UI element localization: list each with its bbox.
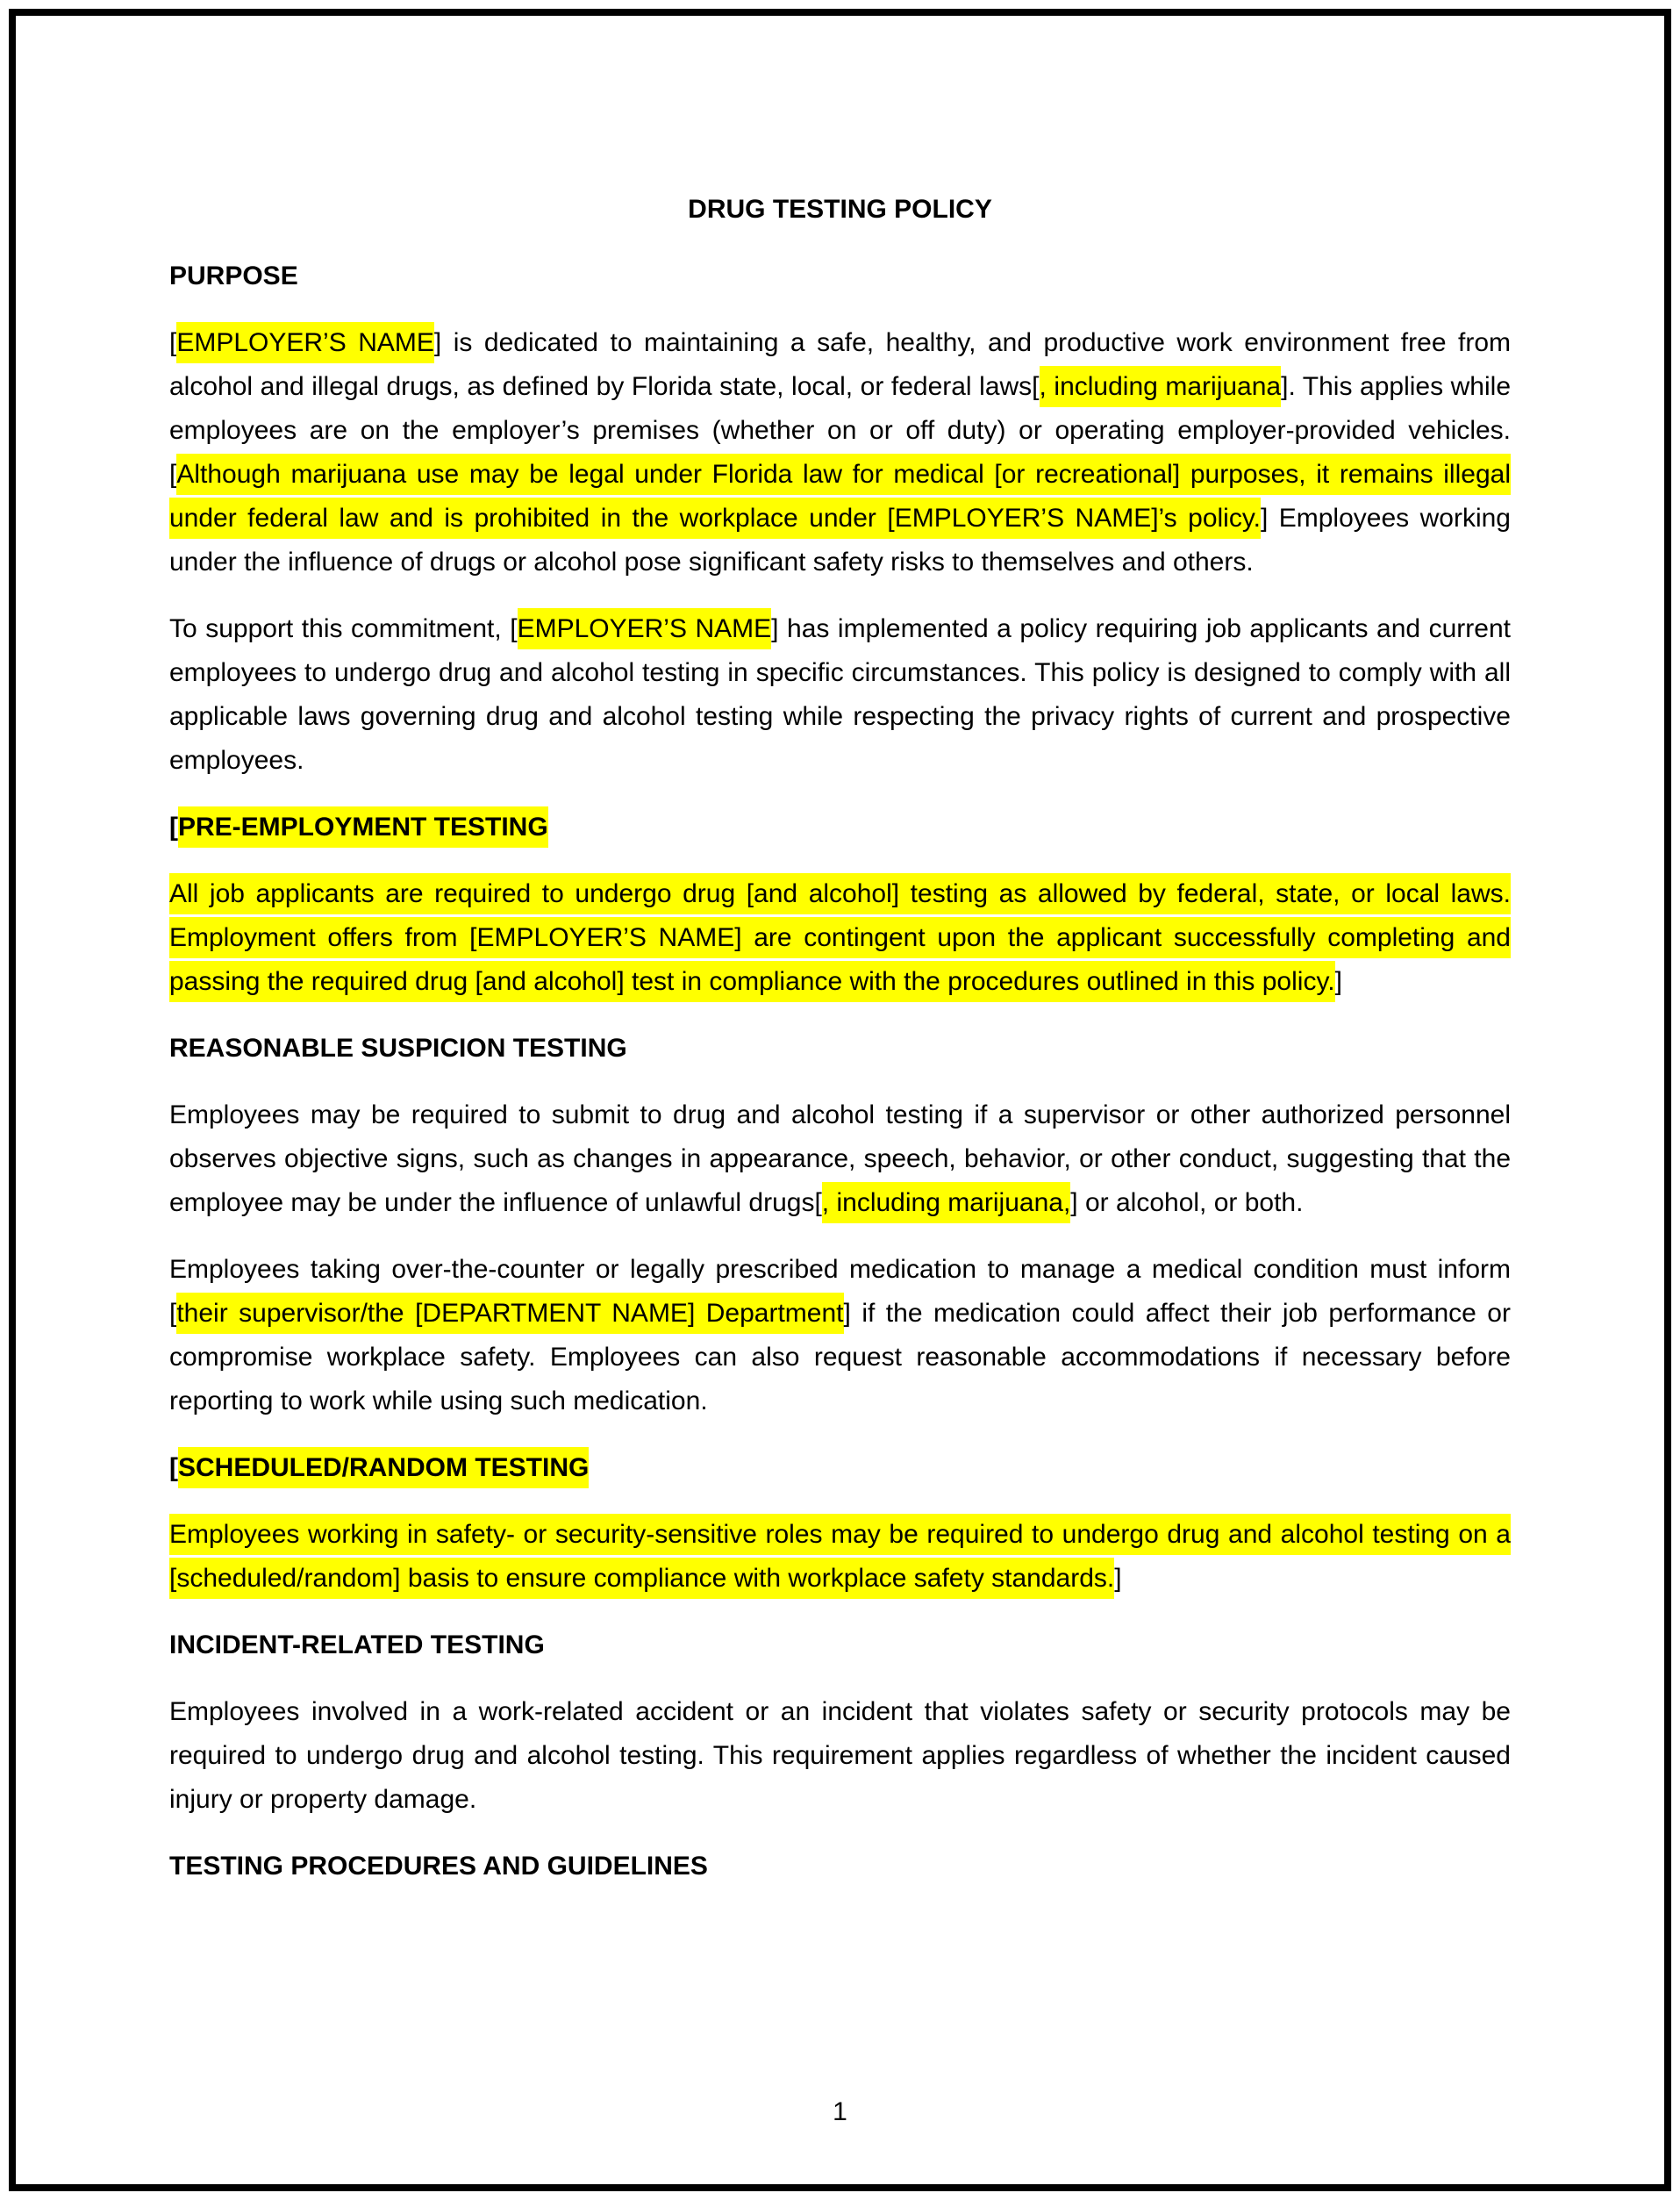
highlighted-text: Although marijuana use may be legal under Florida law for medical [or recreational] purposes, it remains illegal under federal law and is prohibited in the workplace under [EMPLOYER’S NAME]’s policy. <box>169 454 1511 539</box>
paragraph <box>169 1093 1511 1225</box>
highlighted-text: , including marijuana <box>1040 366 1282 407</box>
document-title: DRUG TESTING POLICY <box>688 195 992 224</box>
highlighted-text: EMPLOYER’S NAME <box>176 322 434 363</box>
text-run: ] if the medication could affect their job performance or compromise workplace safety. Employees can also request reasonable accommodations if necessary before reporting to work while using such medication. <box>169 1299 1511 1415</box>
text-run: ] has implemented a policy requiring job applicants and current employees to undergo drug and alcohol testing in specific circumstances. This policy is designed to comply with all applicable laws governing drug and alcohol testing while respecting the privacy rights of current and prospective employees. <box>169 614 1511 775</box>
text-run: PURPOSE <box>169 262 298 290</box>
highlighted-text: SCHEDULED/RANDOM TESTING <box>178 1447 589 1488</box>
section-heading <box>169 1623 1511 1667</box>
highlighted-text: their supervisor/the [DEPARTMENT NAME] Department <box>176 1293 843 1334</box>
text-run: Employees taking over-the-counter or legally prescribed medication to manage a medical condition must inform [ <box>169 1255 1511 1328</box>
text-run: [ <box>169 813 178 842</box>
text-run: INCIDENT-RELATED TESTING <box>169 1630 545 1659</box>
highlighted-text: PRE-EMPLOYMENT TESTING <box>178 806 548 848</box>
text-run: ] or alcohol, or both. <box>1070 1188 1304 1217</box>
text-run: TESTING PROCEDURES AND GUIDELINES <box>169 1852 708 1881</box>
section-heading <box>169 1845 1511 1888</box>
section-heading <box>169 1027 1511 1071</box>
text-run: [ <box>169 1453 178 1482</box>
page-number: 1 <box>833 2097 847 2126</box>
paragraph <box>169 1513 1511 1601</box>
section-heading <box>169 254 1511 298</box>
section-heading <box>169 1446 1511 1490</box>
text-run: ] Employees working under the influence of drugs or alcohol pose significant safety risks to themselves and others. <box>169 504 1511 577</box>
highlighted-text: EMPLOYER’S NAME <box>518 608 772 649</box>
text-run: REASONABLE SUSPICION TESTING <box>169 1034 627 1063</box>
document-content <box>169 188 1511 1911</box>
paragraph <box>169 872 1511 1004</box>
paragraph <box>169 1248 1511 1423</box>
highlighted-text: , including marijuana, <box>822 1182 1071 1223</box>
text-run: ] <box>1334 967 1342 996</box>
section-heading <box>169 806 1511 849</box>
text-run: Employees may be required to submit to drug and alcohol testing if a supervisor or other authorized personnel observes objective signs, such as changes in appearance, speech, behavior, or other conduct, suggesting that the employee may be under the influence of unlawful drugs[ <box>169 1100 1511 1217</box>
text-run: ]. This applies while employees are on the employer’s premises (whether on or off duty) or operating employer-provided vehicles. [ <box>169 372 1512 489</box>
paragraph <box>169 1690 1511 1822</box>
paragraph <box>169 321 1511 584</box>
text-run: To support this commitment, [ <box>169 614 518 643</box>
paragraph <box>169 607 1511 783</box>
text-run: ] is dedicated to maintaining a safe, healthy, and productive work environment free from alcohol and illegal drugs, as defined by Florida state, local, or federal laws[ <box>169 328 1511 401</box>
text-run: Employees involved in a work-related accident or an incident that violates safety or security protocols may be required to undergo drug and alcohol testing. This requirement applies regardless of whether the incident caused injury or property damage. <box>169 1697 1511 1814</box>
text-run: ] <box>1114 1564 1122 1593</box>
highlighted-text: All job applicants are required to undergo drug [and alcohol] testing as allowed by federal, state, or local laws. Employment offers from [EMPLOYER’S NAME] are contingent upon the applicant successfully completing and passing the required drug [and alcohol] test in compliance with the procedures outlined in this policy. <box>169 873 1511 1002</box>
text-run: [ <box>169 328 177 357</box>
document-body <box>169 254 1511 1888</box>
highlighted-text: Employees working in safety- or security-sensitive roles may be required to undergo drug and alcohol testing on a [scheduled/random] basis to ensure compliance with workplace safety standards. <box>169 1514 1511 1599</box>
